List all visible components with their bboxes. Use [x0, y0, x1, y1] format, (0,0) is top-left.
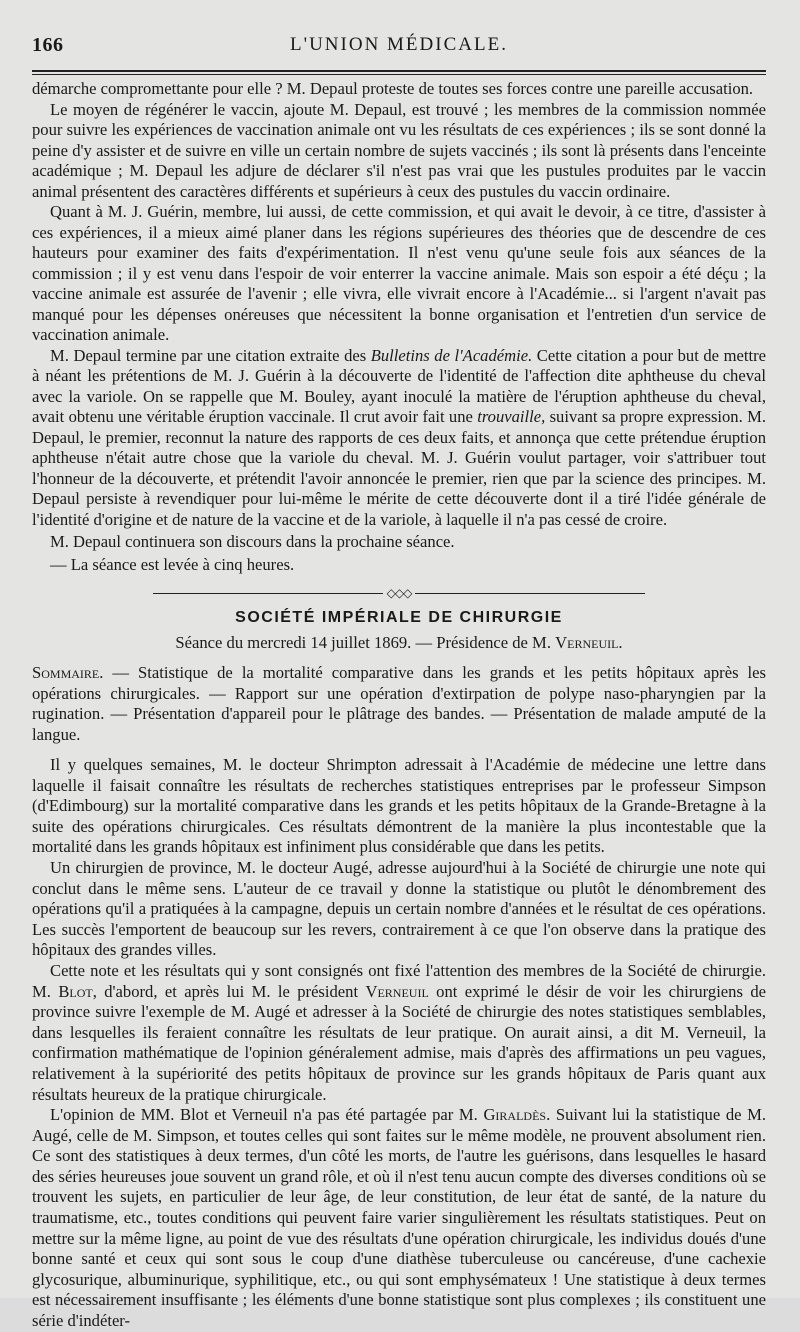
section-divider-ornament: [32, 587, 766, 599]
text-run: . Suivant lui la statistique de M. Augé, celle de M. Simpson, et toutes celles qui sont faites sur le même modèle, ne prouvent absolument rien. Ce sont des statistiques à deux termes, d'un côté les morts, de l'autre les guérisons, dans lesquelles le hasard des séries heureuses joue souvent un grand rôle, et où il n'est tenu aucun compte des diverses conditions où se trouvent les sujets, en particulier de leur âge, de leur constitution, de leur état de santé, de la nature du traumatisme, etc., toutes conditions qui peuvent faire varier singulièrement les résultats statistiques. Peut on mettre sur la même ligne, au point de vue des résultats d'une opération chirurgicale, les individus doués d'une bonne santé et ceux qui sont sous le coup d'une diathèse tuberculeuse ou cancéreuse, d'une cachexie glycosurique, albuminurique, syphilitique, etc., ou qui sont emphysémateux ! Une statistique à deux termes est nécessairement insuffisante ; les éléments d'une bonne statistique sont plus complexes ; ils constituent une série d'indéter-: [32, 1105, 766, 1331]
section-title: SOCIÉTÉ IMPÉRIALE DE CHIRURGIE: [235, 609, 563, 626]
text-run: , d'abord, et après lui M. le président: [92, 981, 366, 1001]
name-giraldes: Giraldès: [483, 1105, 547, 1125]
summary-text: — Statistique de la mortalité comparative dans les grands et les petits hôpitaux après les opérations chirurgicales. — Rapport sur une opération d'extirpation de polype naso-pharyngien par la rugination. — Présentation d'appareil pour le plâtrage des bandes. — Présentation de malade amputé de la langue.: [32, 663, 766, 744]
paragraph: Il y quelques semaines, M. le docteur Shrimpton adressait à l'Académie de médecine une lettre dans laquelle il faisait connaître les résultats de recherches statistiques entreprises par le professeur Simpson (d'Edimbourg) sur la mortalité comparative dans les grands et les petits hôpitaux de la Grande-Bretagne à la suite des opérations chirurgicales. Ces résultats démontrent de la manière la plus incontestable que la mortalité dans les grands hôpitaux est infiniment plus considérable que dans les petits.: [32, 755, 766, 857]
summary-label: Sommaire.: [32, 663, 104, 682]
president-name: Verneuil.: [555, 633, 623, 652]
italic-text: trouvaille,: [477, 407, 546, 426]
paragraph: [32, 961, 766, 1105]
paragraph: M. Depaul continuera son discours dans la prochaine séance.: [50, 532, 455, 551]
text-run: suivant sa propre expression. M. Depaul, le premier, reconnut la nature des rapports de ces deux faits, et annonça que cette prétendue éruption aphtheuse n'était autre chose que la variole du cheval. M. J. Guérin voulut partager, voir s'attribuer tout l'honneur de la découverte, et prétendit l'avoir annoncée le premier, rien que par la science des principes. M. Depaul persiste à revendiquer pour lui-même le mérite de cette découverte dont il a tiré l'idée générale de l'identité d'origine et de nature de la vaccine et de la variole, à laquelle il n'a pas cessé de croire.: [32, 407, 766, 529]
session-text: Séance du mercredi 14 juillet 1869. — Présidence de M.: [175, 633, 556, 652]
academy-report-continuation: [32, 79, 766, 575]
paragraph: démarche compromettante pour elle ? M. Depaul proteste de toutes ses forces contre une pareille accusation.: [32, 79, 754, 98]
running-title: L'UNION MÉDICALE.: [290, 34, 508, 55]
society-report-body: [32, 755, 766, 1332]
text-run: Cette citation a pour but de mettre à néant les prétentions de M. J. Guérin à la découverte de l'identité de l'affection dite aphtheuse du cheval avec la variole. On se rappelle que M. Bouley, ayant inoculé la matière de l'éruption aphtheuse du cheval, avait obtenu une véritable éruption vaccinale. Il crut avoir fait une: [32, 345, 766, 426]
text-run: ont exprimé le désir de voir les chirurgiens de province suivre l'exemple de M. Augé et adresser à la Société de chirurgie des notes statistiques semblables, dans lesquelles ils feraient connaître les résultats de leur pratique. On aurait ainsi, a dit M. Verneuil, la confirmation mathématique de l'opinion généralement admise, mais d'après des affirmations un peu vagues, relativement à la supériorité des petits hôpitaux de province sur les grands hôpitaux de Paris quant aux résultats heureux de la pratique chirurgicale.: [32, 981, 766, 1104]
text-run: M. Depaul termine par une citation extraite des: [50, 345, 371, 365]
paragraph-citation: [32, 346, 766, 531]
session-line: [32, 633, 766, 653]
divider-line: [153, 593, 383, 594]
ornament-glyph: ◇◇◇: [386, 586, 412, 600]
paragraph: Quant à M. J. Guérin, membre, lui aussi, de cette commission, et qui avait le devoir, à ce titre, d'assister à ces expériences, il a mieux aimé planer dans les régions supérieures des théories que de descendre de ces hauteurs pour examiner des faits d'expérimentation. Il n'est venu qu'une seule fois aux séances de la commission ; il y est venu dans l'espoir de voir enterrer la vaccine animale. Mais son espoir a été déçu ; la vaccine animale est assurée de l'avenir ; elle vivra, elle vivrait encore à l'Académie... si l'argent n'avait pas manqué pour les dépenses onéreuses que nécessitent la bonne organisation et l'entretien d'un service de vaccination animale.: [32, 202, 766, 344]
paragraph: — La séance est levée à cinq heures.: [50, 554, 295, 574]
name-blot: Blot: [58, 981, 93, 1001]
header-rule: [32, 70, 766, 75]
name-verneuil: Verneuil: [365, 981, 429, 1001]
paragraph: Le moyen de régénérer le vaccin, ajoute M. Depaul, est trouvé ; les membres de la commission nommée pour suivre les expériences de vaccination animale ont vu les résultats de ces expériences ; ils se sont donné la peine d'y assister et de suivre en ville un certain nombre de sujets vaccinés ; ils sont là présents dans l'enceinte académique ; M. Depaul les adjure de déclarer s'il n'est pas vrai que les pustules produites par le vaccin animal présentent des caractères différents et supérieurs à ceux des pustules du vaccin ordinaire.: [32, 99, 766, 201]
divider-line: [415, 593, 645, 594]
paragraph: Un chirurgien de province, M. le docteur Augé, adresse aujourd'hui à la Société de chirurgie une note qui conclut dans le même sens. L'auteur de ce travail y donne la statistique ou plutôt le dénombrement des opérations qu'il a pratiquées à la campagne, depuis un certain nombre d'années et le résultat de ces opérations. Les succès l'emportent de beaucoup sur les revers, contrairement à ce que l'on observe dans la pratique des hôpitaux des grandes villes.: [32, 857, 766, 960]
page-header: [32, 28, 766, 62]
summary-block: [32, 663, 766, 745]
page-number: 166: [32, 34, 64, 56]
italic-text: Bulletins de l'Académie.: [370, 345, 533, 365]
text-run: Cette note et les résultats qui y sont consignés ont fixé l'attention des membres de la Société de chirurgie. M.: [32, 960, 766, 1001]
text-run: L'opinion de MM. Blot et Verneuil n'a pas été partagée par M.: [50, 1105, 484, 1125]
summary-paragraph: [32, 663, 766, 745]
